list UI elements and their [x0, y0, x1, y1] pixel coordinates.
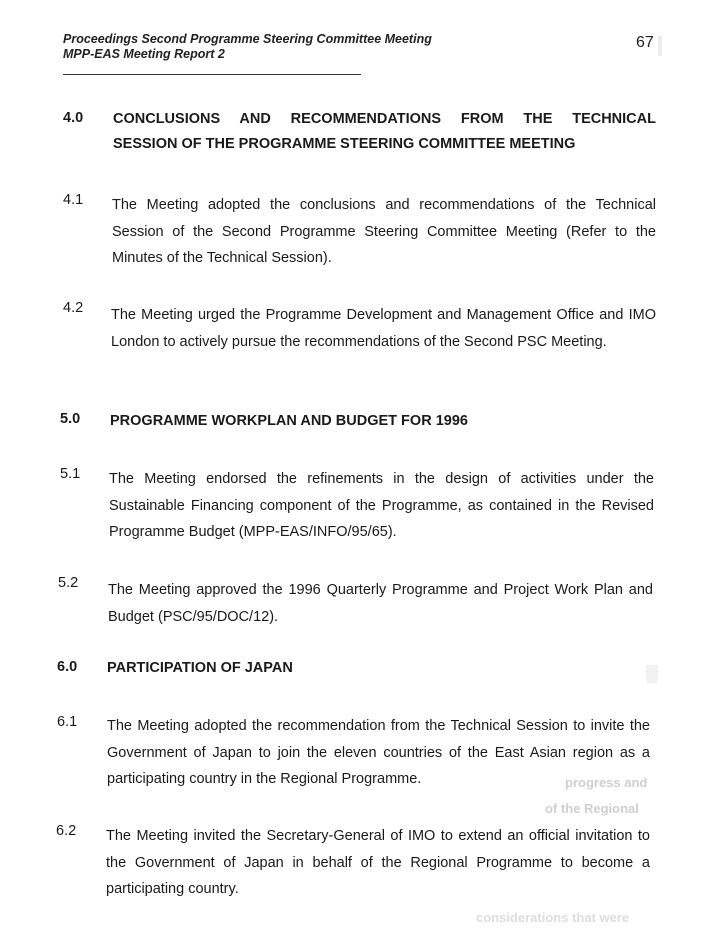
paragraph-text: The Meeting endorsed the refinements in the design of activities under the Sustainable Financing component of the Programme, as contained in the Revised Programme Budget (MPP-EAS/INFO/95/65). [109, 471, 654, 540]
paragraph-text: The Meeting invited the Secretary-General of IMO to extend an official invitation to the Government of Japan in behalf of the Regional Programme to become a participating country. [106, 828, 650, 897]
show-through-text: considerations that were [476, 910, 630, 925]
paragraph-number: 5.2 [58, 575, 79, 591]
paragraph-text: The Meeting approved the 1996 Quarterly Programme and Project Work Plan and Budget (PSC/95/DOC/12). [108, 582, 653, 625]
paragraph-number: 4.2 [63, 300, 84, 316]
paragraph-number: 6.2 [56, 823, 77, 839]
paragraph-number: 6.1 [57, 714, 78, 730]
section-number: 4.0 [63, 110, 84, 126]
paragraph-number: 4.1 [63, 192, 84, 208]
header-line-1: Proceedings Second Programme Steering Committee Meeting [63, 32, 432, 46]
section-heading: PARTICIPATION OF JAPAN [107, 660, 293, 676]
header-line-2: MPP-EAS Meeting Report 2 [63, 47, 225, 61]
scan-smudge [646, 665, 658, 683]
section-number: 5.0 [60, 411, 81, 427]
header-rule [63, 74, 361, 75]
section-heading [113, 107, 656, 157]
section-heading: PROGRAMME WORKPLAN AND BUDGET FOR 1996 [110, 413, 468, 429]
page-number: 67 [636, 34, 654, 51]
paragraph-number: 5.1 [60, 466, 81, 482]
running-header [63, 32, 432, 62]
paragraph-text: The Meeting urged the Programme Development and Management Office and IMO London to actively pursue the recommendations of the Second PSC Meeting. [111, 307, 656, 350]
show-through-text: progress and [565, 775, 648, 790]
paragraph-text: The Meeting adopted the recommendation from the Technical Session to invite the Government of Japan to join the eleven countries of the East Asian region as a participating country in the Regional Programme. [107, 718, 650, 787]
section-heading-line: SESSION OF THE PROGRAMME STEERING COMMITTEE MEETING [113, 136, 576, 152]
paragraph-text: The Meeting adopted the conclusions and recommendations of the Technical Session of the Second Programme Steering Committee Meeting (Refer to the Minutes of the Technical Session). [112, 197, 656, 266]
scan-smudge [658, 36, 662, 56]
show-through-text: of the Regional [545, 801, 639, 816]
section-number: 6.0 [57, 659, 78, 675]
section-heading-line: CONCLUSIONS AND RECOMMENDATIONS FROM THE TECHNICAL [113, 111, 656, 127]
